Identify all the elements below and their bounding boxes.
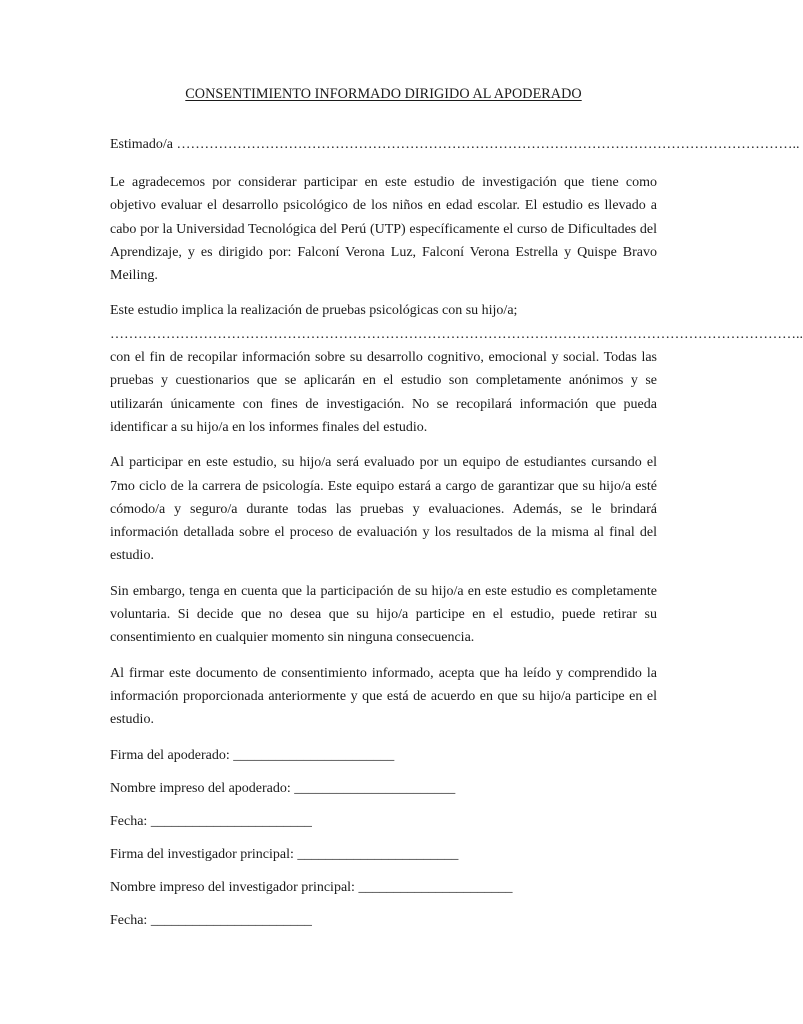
guardian-signature-line: Firma del apoderado: _______________________ — [110, 747, 395, 763]
paragraph-study-description-start: Este estudio implica la realización de pruebas psicológicas con su hijo/a; — [110, 303, 518, 319]
paragraph-study-description — [110, 299, 803, 439]
investigator-printed-name-line: Nombre impreso del investigador principal: ______________________ — [110, 879, 513, 895]
paragraph-study-description-rest: con el fin de recopilar información sobre su desarrollo cognitivo, emocional y social. Todas las pruebas y cuestionarios que se aplicarán en el estudio son completamente anónimos y se utilizarán únicamente con fines de investigación. No se recopilará información que pueda identificar a su hijo/a en los informes finales del estudio. — [110, 350, 657, 435]
guardian-printed-name-line: Nombre impreso del apoderado: _______________________ — [110, 780, 456, 796]
paragraph-evaluation-team: Al participar en este estudio, su hijo/a será evaluado por un equipo de estudiantes cursando el 7mo ciclo de la carrera de psicología. Este equipo estará a cargo de garantizar que su hijo/a esté cómodo/a y seguro/a durante todas las pruebas y evaluaciones. Además, se le brindará información detallada sobre el proceso de evaluación y los resultados de la misma al final del estudio. — [110, 455, 657, 564]
paragraph-voluntary: Sin embargo, tenga en cuenta que la participación de su hijo/a en este estudio es completamente voluntaria. Si decide que no desea que su hijo/a participe en el estudio, puede retirar su consentimiento en cualquier momento sin ninguna consecuencia. — [110, 583, 657, 646]
child-name-blank: ………………………………………………………………………………………………………………………………….. — [110, 326, 803, 342]
paragraph-intro: Le agradecemos por considerar participar en este estudio de investigación que tiene como objetivo evaluar el desarrollo psicológico de los niños en edad escolar. El estudio es llevado a cabo por la Universidad Tecnológica del Perú (UTP) específicamente el curso de Dificultades del Aprendizaje, y es dirigido por: Falconí Verona Luz, Falconí Verona Estrella y Quispe Bravo Meiling. — [110, 175, 657, 284]
signature-block — [110, 744, 657, 932]
document-title: CONSENTIMIENTO INFORMADO DIRIGIDO AL APODERADO — [185, 86, 582, 102]
greeting-line: Estimado/a …………………………………………………………………………………………………………………….. — [110, 137, 800, 152]
paragraph-consent-acceptance: Al firmar este documento de consentimiento informado, acepta que ha leído y comprendido la información proporcionada anteriormente y que está de acuerdo en que su hijo/a participe en el estudio. — [110, 665, 657, 728]
investigator-date-line: Fecha: _______________________ — [110, 912, 312, 928]
guardian-date-line: Fecha: _______________________ — [110, 813, 312, 829]
investigator-signature-line: Firma del investigador principal: _______________________ — [110, 846, 459, 862]
